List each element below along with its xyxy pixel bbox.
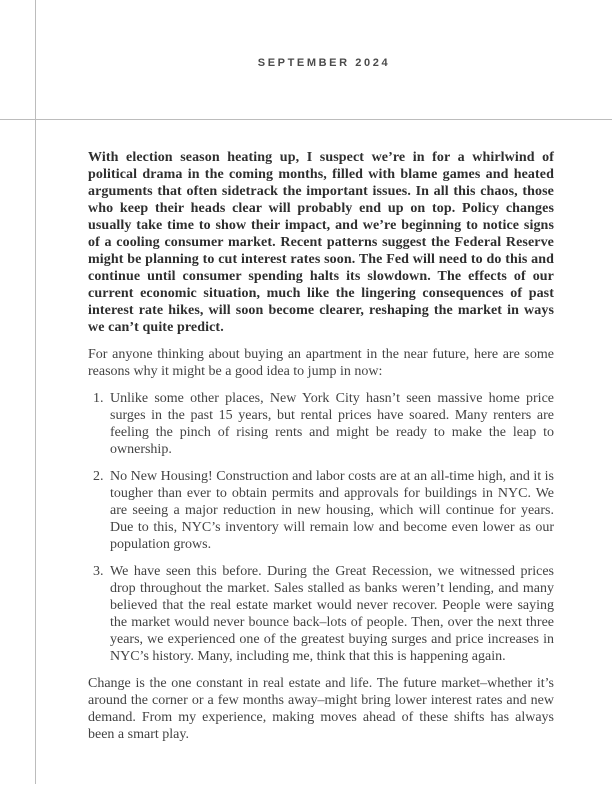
list-item (88, 468, 554, 553)
list-item-number: 1. (93, 391, 104, 406)
list-item-number: 2. (93, 469, 104, 484)
header-divider-rule (0, 119, 612, 120)
article-body (88, 149, 554, 753)
list-item-text: We have seen this before. During the Great Recession, we witnessed prices drop throughout the market. Sales stalled as banks weren’t lending, and many believed that the real estate market would never recover. People were saying the market would never bounce back–lots of people. Then, over the next three years, we experienced one of the greatest buying surges and price increases in NYC’s history. Many, including me, think that this is happening again. (110, 564, 554, 664)
closing-paragraph: Change is the one constant in real estate and life. The future market–whether it’s around the corner or a few months away–might bring lower interest rates and new demand. From my experience, making moves ahead of these shifts has always been a smart play. (88, 676, 554, 742)
intro-paragraph: For anyone thinking about buying an apartment in the near future, here are some reasons why it might be a good idea to jump in now: (88, 347, 554, 379)
issue-date-label: SEPTEMBER 2024 (257, 57, 391, 69)
list-item-text: No New Housing! Construction and labor costs are at an all-time high, and it is tougher than ever to obtain permits and approvals for buildings in NYC. We are seeing a major reduction in new housing, which will continue for years. Due to this, NYC’s inventory will remain low and become even lower as our population grows. (110, 469, 554, 552)
lead-paragraph: With election season heating up, I suspect we’re in for a whirlwind of political drama in the coming months, filled with blame games and heated arguments that often sidetrack the important issues. In all this chaos, those who keep their heads clear will probably end up on top. Policy changes usually take time to show their impact, and we’re beginning to notice signs of a cooling consumer market. Recent patterns suggest the Federal Reserve might be planning to cut interest rates soon. The Fed will need to do this and continue until consumer spending halts its slowdown. The effects of our current economic situation, much like the lingering consequences of past interest rate hikes, will soon become clearer, reshaping the market in ways we can’t quite predict. (88, 150, 554, 335)
list-item (88, 563, 554, 665)
left-margin-rule (35, 0, 36, 784)
list-item-number: 3. (93, 564, 104, 579)
list-item-text: Unlike some other places, New York City hasn’t seen massive home price surges in the past 15 years, but rental prices have soared. Many renters are feeling the pinch of rising rents and might be ready to make the leap to ownership. (110, 391, 554, 457)
list-item (88, 390, 554, 458)
reasons-list (88, 390, 554, 665)
